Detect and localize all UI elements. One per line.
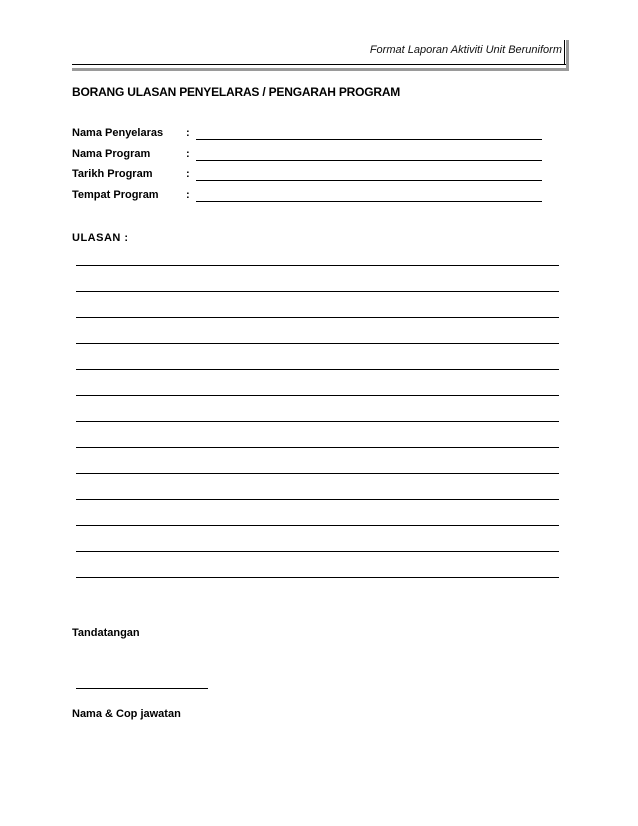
header-shadow-bottom (72, 68, 569, 71)
comment-line[interactable] (76, 343, 559, 344)
signature-label: Tandatangan (72, 627, 140, 639)
field-program-venue (72, 189, 552, 205)
field-input-line[interactable] (196, 180, 542, 181)
field-colon: : (186, 148, 190, 160)
field-input-line[interactable] (196, 160, 542, 161)
header-tick (564, 40, 565, 64)
comment-line[interactable] (76, 369, 559, 370)
form-title: BORANG ULASAN PENYELARAS / PENGARAH PROGRAM (72, 85, 401, 99)
field-label: Tempat Program (72, 189, 159, 201)
comment-line[interactable] (76, 525, 559, 526)
field-colon: : (186, 168, 190, 180)
header-rule (72, 64, 566, 65)
header-title: Format Laporan Aktiviti Unit Beruniform (369, 44, 562, 56)
field-coordinator-name (72, 127, 552, 143)
field-label: Nama Penyelaras (72, 127, 164, 139)
field-label: Tarikh Program (72, 168, 153, 180)
comment-line[interactable] (76, 421, 559, 422)
comment-line[interactable] (76, 265, 559, 266)
comment-line[interactable] (76, 291, 559, 292)
comment-line[interactable] (76, 577, 559, 578)
field-colon: : (186, 189, 190, 201)
comment-line[interactable] (76, 317, 559, 318)
name-stamp-label: Nama & Cop jawatan (72, 708, 181, 720)
comment-line[interactable] (76, 395, 559, 396)
comment-line[interactable] (76, 499, 559, 500)
signature-line[interactable] (76, 688, 208, 689)
comment-line[interactable] (76, 551, 559, 552)
field-program-date (72, 168, 552, 184)
field-input-line[interactable] (196, 201, 542, 202)
comment-line[interactable] (76, 447, 559, 448)
field-colon: : (186, 127, 190, 139)
header-shadow-right (566, 40, 569, 71)
field-input-line[interactable] (196, 139, 542, 140)
comments-label: ULASAN : (72, 232, 129, 244)
field-label: Nama Program (72, 148, 151, 160)
comment-line[interactable] (76, 473, 559, 474)
field-program-name (72, 148, 552, 164)
